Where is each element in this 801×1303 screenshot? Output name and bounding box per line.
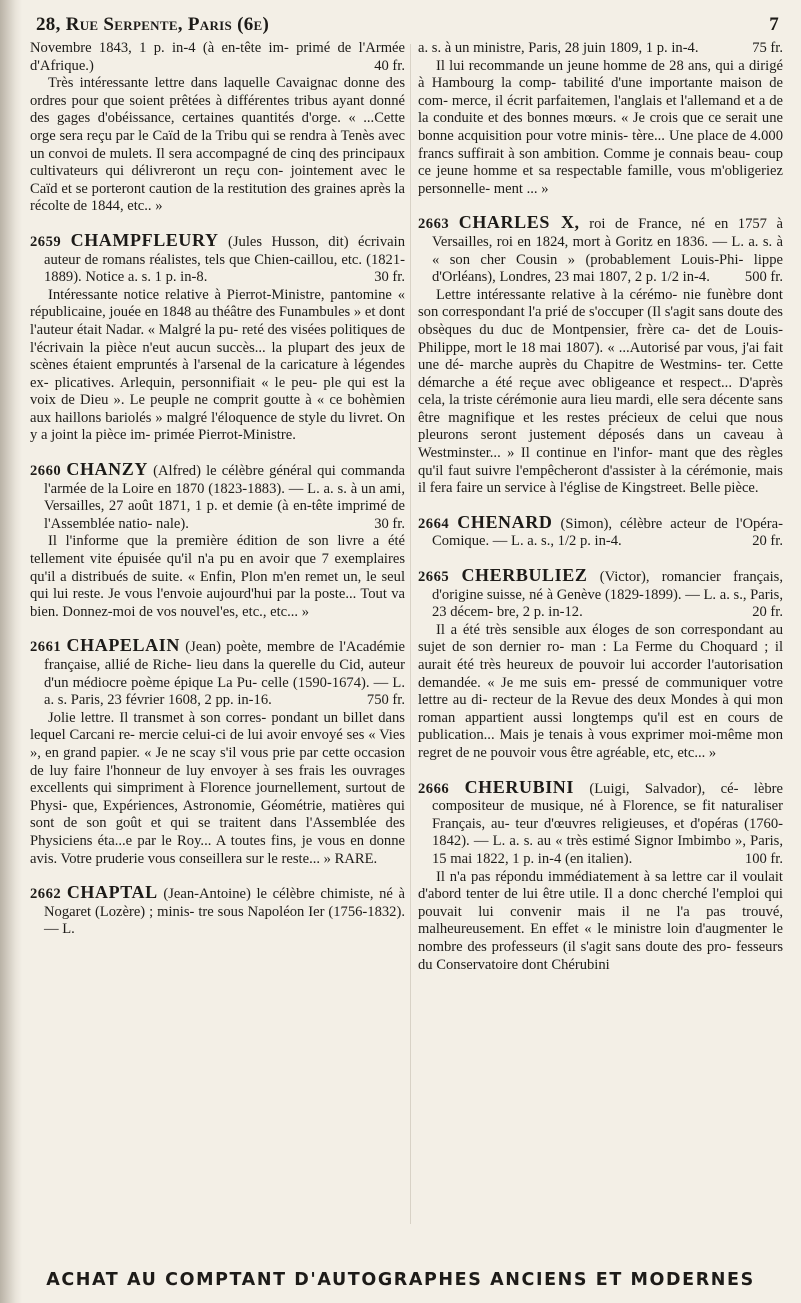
entry-number: 2663 — [418, 216, 450, 233]
entry-continuation-right — [418, 40, 783, 198]
entry-body: Il l'informe que la première édition de son livre a été tellement vite épuisée qu'il n'a pu en avoir que 7 exemplaires qu'il a distribués de suite. « Enfin, Plon m'en remet un, le seul qui lui reste. Je vous l'envoie aujourd'hui par la poste... Tout va bien. Donnez-moi de vos nouvel'es, etc., etc... » — [30, 533, 405, 620]
entry-price: 20 fr. — [752, 604, 783, 621]
entry-head: a. s. à un ministre, Paris, 28 juin 1809, 1 p. in-4. — [418, 40, 699, 56]
entry-head: (Alfred) le célèbre général qui commanda l'armée de la Loire en 1870 (1823-1883). — L. a. s. à un ami, Versailles, 27 août 1871, 1 p. et demie (à en-tête imprimé de l'Assemblée natio- nale). — [44, 463, 406, 532]
entry-number: 2664 — [418, 515, 450, 532]
entry-2663 — [418, 214, 783, 498]
entry-price: 500 fr. — [744, 269, 783, 286]
entry-2660 — [30, 461, 405, 621]
entry-name: CHARLES X, — [458, 212, 580, 233]
entry-body: Il n'a pas répondu immédiatement à sa lettre car il voulait d'abord tenter de lui être utile. Il a donc cherché l'emploi qui pouvait lui convenir mais il ne l'a pas trouvé, malheureusement. En effet « le ministre loin d'augmenter le nombre des professeurs (il s'agit sans doute des pro- fesseurs du Conservatoire dont Chérubini — [418, 868, 783, 973]
entry-number: 2665 — [418, 569, 450, 586]
entry-head: (Jules Husson, dit) écrivain auteur de romans réalistes, tels que Chien-caillou, etc. (1821-1889). Notice a. s. 1 p. in-8. — [44, 233, 405, 286]
entry-number: 2666 — [418, 780, 450, 797]
entry-price: 40 fr. — [374, 57, 405, 74]
entry-name: CHERUBINI — [464, 776, 574, 797]
entry-head: (Luigi, Salvador), cé- lèbre compositeur de musique, né à Florence, se fit naturaliser Français, au- teur d'œuvres religieuses, et d'opéras (1760-1842). — L. a. s. au « très estimé Signor Imbimbo », Paris, 15 mai 1822, 1 p. in-4 (en italien). — [432, 780, 784, 867]
entry-body: Lettre intéressante relative à la cérémo- nie funèbre dont son correspondant l'a prié de s'occuper (Il s'agit sans doute des obsèques du duc de Montpensier, frère ca- det de Louis-Philippe, mort le 18 mai 1807). « ...Autorisé par vous, j'ai fait une dé- marche auprès du Chapitre de Westmins- ter. Cette démarche a été reçue avec obligeance et respect... D'après cela, la triste cérémonie aura lieu mardi, elle sera décente sans être magnifique et les restes précieux de celui que nous pleurons seront justement déposés dans un caveau à Westminster... » Il continue en l'infor- mant que des règles qu'il faut suivre l'empêcheront d'assister à la cérémonie, mais il fera faire un service à l'église de Kingstreet. Belle pièce. — [418, 286, 783, 497]
column-divider — [410, 44, 411, 1224]
entry-2665 — [418, 567, 783, 763]
entry-head: (Victor), romancier français, d'origine suisse, né à Genève (1829-1899). — L. a. s., Paris, 23 décem- bre, 2 p. in-12. — [432, 569, 783, 621]
entry-name: CHAMPFLEURY — [70, 229, 219, 250]
entry-number: 2661 — [30, 639, 62, 656]
entry-number: 2662 — [30, 886, 62, 903]
entry-body: Il a été très sensible aux éloges de son correspondant au sujet de son dernier ro- man : La Ferme du Choquard ; il aurait été très heureux de pouvoir lui accorder l'autorisation demandée. « Je me suis em- pressé de communiquer votre lettre au di- recteur de la Revue des deux Mondes à qui mon roman appartient aussi longtemps qu'il est en cours de publication... Mais je tenais à vous exprimer moi-même mon regret de ne pouvoir vous être agréable, etc, etc... » — [418, 621, 783, 761]
entry-head: (Jean-Antoine) le célèbre chimiste, né à Nogaret (Lozère) ; minis- tre sous Napoléon Ier (1756-1832). — L. — [44, 886, 406, 938]
entry-price: 750 fr. — [366, 692, 405, 709]
page-header — [36, 14, 779, 40]
entry-number: 2660 — [30, 463, 62, 480]
entry-head: (Jean) poète, membre de l'Académie française, allié de Riche- lieu dans la querelle du Cid, auteur d'un médiocre poème épique La Pu- celle (1590-1674). — L. a. s. Paris, 23 février 1608, 2 pp. in-16. — [44, 639, 405, 709]
header-address: 28, Rue Serpente, Paris (6e) — [36, 14, 270, 35]
entry-2666 — [418, 776, 784, 975]
entry-price: 100 fr. — [744, 850, 783, 867]
page-number: 7 — [769, 14, 779, 35]
entry-price: 30 fr. — [374, 269, 405, 286]
entry-price: 20 fr. — [752, 533, 783, 550]
entry-2664 — [418, 511, 783, 551]
entry-head: roi de France, né en 1757 à Versailles, roi en 1824, mort à Goritz en 1836. — L. a. s. à « son cher Cousin » (probablement Louis-Phi- lippe d'Orléans), Londres, 23 mai 1807, 2 p. 1/2 in-4. — [432, 216, 783, 286]
entry-head: Novembre 1843, 1 p. in-4 (à en-tête im- primé de l'Armée d'Afrique.) — [30, 40, 405, 74]
entry-number: 2659 — [30, 233, 62, 250]
entry-name: CHERBULIEZ — [461, 565, 588, 586]
entry-name: CHANZY — [66, 459, 148, 480]
entry-body: Intéressante notice relative à Pierrot-Ministre, pantomine « républicaine, jouée en 1848 au théâtre des Funambules » et dont l'auteur était Nadar. « Malgré la pu- reté des visées politiques de l'écrivain la pièce n'eut aucun succès... la plupart des jeux de scènes étaient empruntés à l'arsenal de la caricature à légendes ex- plicatives. Arlequin, personnifiait « le peu- ple qui est la voix de Dieu ». Le peuple ne comprit goutte à « ce bohèmien aux haillons bariolés » malgré l'éloquence de style du livret. On y a joint la pièce im- primée Pierrot-Ministre. — [30, 286, 405, 444]
entry-body: Il lui recommande un jeune homme de 28 ans, qui a dirigé à Hambourg la comp- tabilité d'une importante maison de com- merce, il écrit parfaitemen, l'anglais et l'allemand et a de la conduite et des bonnes mœurs. « Je crois que ce serait une bonne acquisition pour votre minis- tère... Une place de 4.000 francs suffirait à son ambition. Comme je connais beau- coup ce jeune homme et sa respectable famille, vous m'obligeriez personnelle- ment ... » — [418, 57, 783, 197]
right-column — [418, 40, 783, 990]
entry-2661 — [30, 637, 405, 868]
entry-body: Très intéressante lettre dans laquelle Cavaignac donne des ordres pour que soient prêtées à différentes tribus ayant donné des gages d'obéissance, certaines quantités d'orge. « ...Cette orge sera reçu par le Caïd de la Tribu qui se rendra à Tenès avec un convoi de mulets. Il sera accompagné de cinq des principaux cultivateurs qui délivreront un reçu con- jointement avec le Caïd et se porteront caution de la restitution des graines après la récolte de 1844, etc.. » — [30, 75, 405, 215]
entry-name: CHENARD — [457, 511, 553, 532]
entry-name: CHAPELAIN — [66, 635, 180, 656]
entry-price: 75 fr. — [752, 40, 783, 56]
entry-head: (Simon), célèbre acteur de l'Opéra-Comique. — L. a. s., 1/2 p. in-4. — [432, 515, 783, 550]
entry-2659 — [30, 229, 405, 445]
page-edge-shadow — [0, 0, 22, 1303]
entry-name: CHAPTAL — [66, 882, 158, 903]
entry-price: 30 fr. — [374, 515, 405, 532]
left-column — [30, 40, 405, 955]
page-footer: ACHAT AU COMPTANT D'AUTOGRAPHES ANCIENS ET MODERNES — [46, 1270, 755, 1290]
entry-continuation-left — [30, 40, 405, 216]
entry-body: Jolie lettre. Il transmet à son corres- pondant un billet dans lequel Carcani re- mercie celui-ci de lui avoir envoyé ses « Vies », en grand papier. « Je ne scay s'il vous prie par cette occasion de luy faire l'honneur de luy envoyer à ses frais les ouvrages excellents qui simpriment à Florence journellement, surtout de Physi- que, Expériences, Astronomie, Géométrie, matières qui sont de son goût et qui se traitent dans l'Assemblée des Physiciens éta...e par le Roy... A toutes fins, je vous en donne avis. Votre pruderie vous conseillera sur le reste... » RARE. — [30, 709, 405, 867]
entry-2662 — [30, 884, 405, 939]
